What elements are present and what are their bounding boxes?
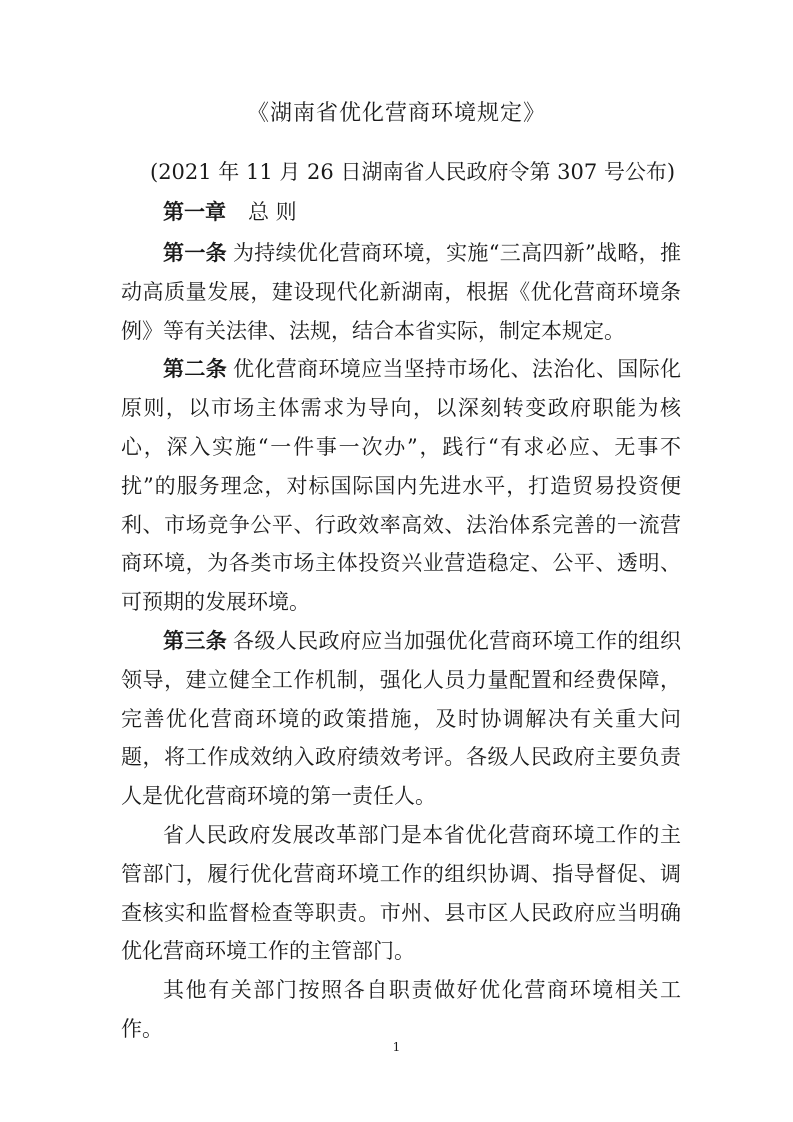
article-number: 第三条 <box>163 628 228 653</box>
article-text: 优化营商环境应当坚持市场化、法治化、国际化原则，以市场主体需求为导向，以深刻转变政府职能为核心，深入实施“一件事一次办”，践行“有求必应、无事不扰”的服务理念，对标国际国内先进水平，打造贸易投资便利、市场竞争公平、行政效率高效、法治体系完善的一流营商环境，为各类市场主体投资兴业营造稳定、公平、透明、可预期的发展环境。 <box>121 357 682 615</box>
article-number: 第一条 <box>163 241 227 265</box>
body-paragraph <box>121 816 681 971</box>
article-paragraph <box>121 234 681 350</box>
paragraph-text: 其他有关部门按照各自职责做好优化营商环境相关工作。 <box>121 978 681 1041</box>
article-number: 第二条 <box>163 357 228 382</box>
article-paragraph <box>121 622 681 816</box>
document-title: 《湖南省优化营商环境规定》 <box>246 101 546 126</box>
article-text: 各级人民政府应当加强优化营商环境工作的组织领导，建立健全工作机制，强化人员力量配置和经费保障，完善优化营商环境的政策措施，及时协调解决有关重大问题，将工作成效纳入政府绩效考评。各级人民政府主要负责人是优化营商环境的第一责任人。 <box>121 628 682 809</box>
paragraph-text: 省人民政府发展改革部门是本省优化营商环境工作的主管部门，履行优化营商环境工作的组织协调、指导督促、调查核实和监督检查等职责。市州、县市区人民政府应当明确优化营商环境工作的主管部门。 <box>121 822 681 964</box>
chapter-name: 总 则 <box>248 200 297 224</box>
document-body <box>121 234 681 1049</box>
page-number: 1 <box>392 1040 401 1054</box>
chapter-heading <box>163 197 297 227</box>
article-paragraph <box>121 350 681 622</box>
document-subtitle: (2021 年 11 月 26 日湖南省人民政府令第 307 号公布) <box>150 160 676 184</box>
body-paragraph <box>121 971 681 1049</box>
chapter-number: 第一章 <box>163 200 226 224</box>
article-text: 为持续优化营商环境，实施“三高四新”战略，推动高质量发展，建设现代化新湖南，根据《优化营商环境条例》等有关法律、法规，结合本省实际，制定本规定。 <box>121 241 681 343</box>
